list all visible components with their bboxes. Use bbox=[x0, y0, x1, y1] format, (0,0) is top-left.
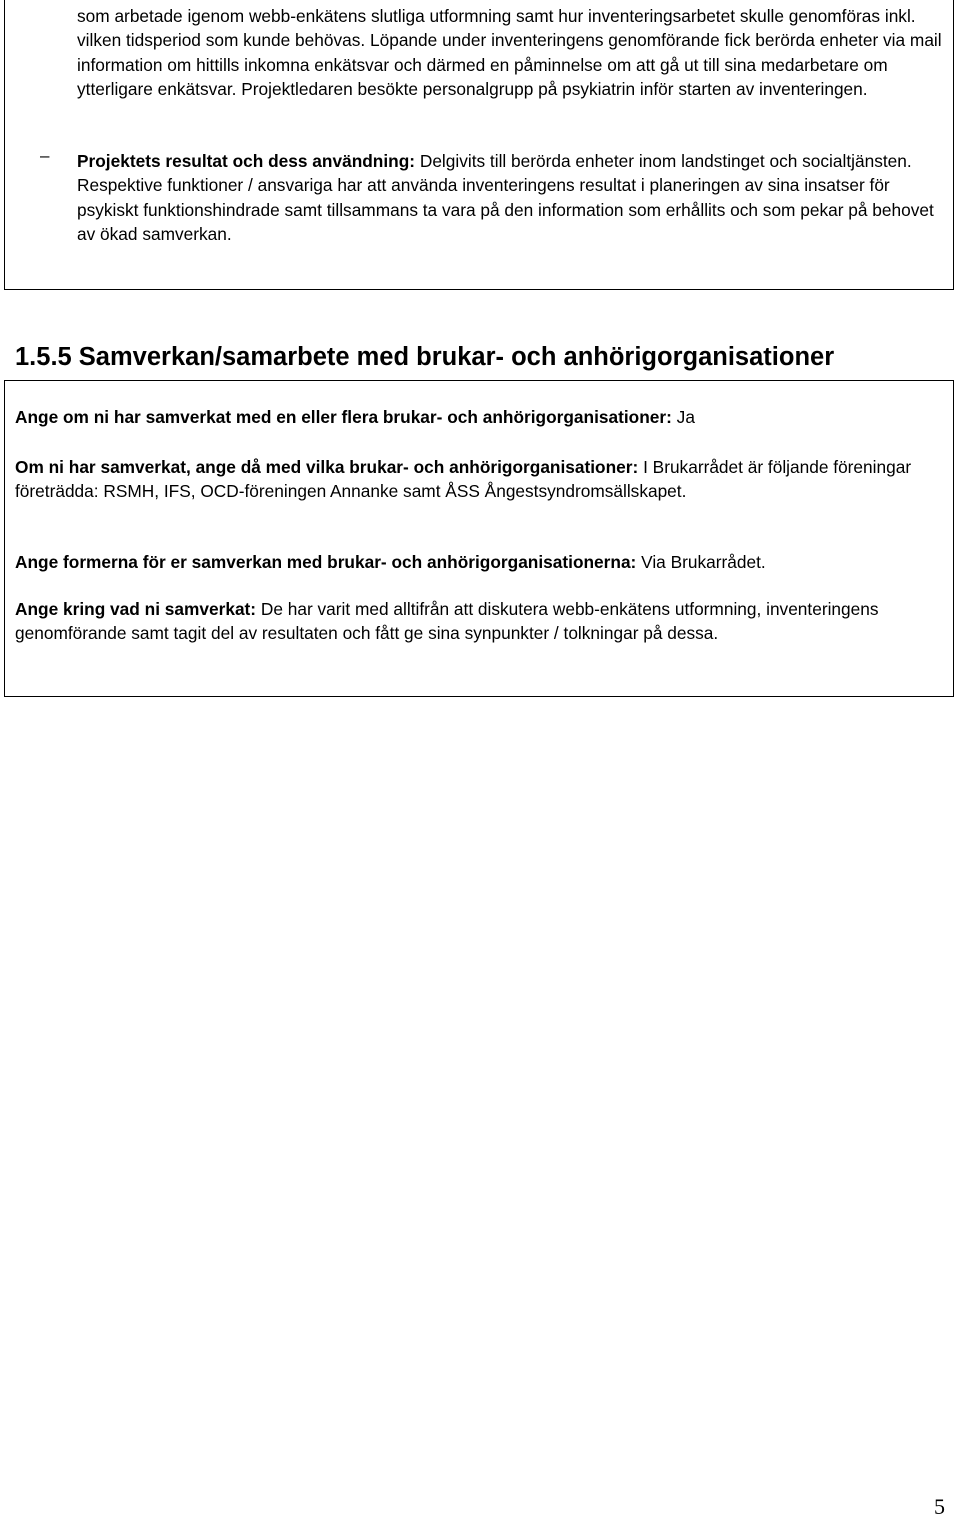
question-answer: De har varit med alltifrån att diskutera webb-enkätens utformning, inventeringens genomförande samt tagit del av resultaten och fått ge sina synpunkter / tolkningar på dessa. bbox=[15, 599, 879, 644]
question-cooperation-topics bbox=[15, 597, 945, 646]
question-label: Ange kring vad ni samverkat: bbox=[15, 599, 257, 619]
question-forms-of-cooperation bbox=[15, 550, 945, 574]
previous-section-continued-text: som arbetade igenom webb-enkätens slutliga utformning samt hur inventeringsarbetet skulle genomföras inkl. vilken tidsperiod som kunde behövas. Löpande under inventeringens genomförande fick berörda enheter via mail information om hittills inkomna enkätsvar och därmed en påminnelse om att gå ut till sina medarbetare om ytterligare enkätsvar. Projektledaren besökte personalgrupp på psykiatrin inför starten av inventeringen. bbox=[77, 6, 942, 99]
bullet-dash: – bbox=[40, 146, 50, 165]
question-which-organisations bbox=[15, 455, 945, 504]
question-answer: I Brukarrådet är följande föreningar företrädda: RSMH, IFS, OCD-föreningen Annanke samt ÅSS Ångestsyndromsällskapet. bbox=[15, 457, 912, 502]
question-label: Ange om ni har samverkat med en eller flera brukar- och anhörigorganisationer: bbox=[15, 407, 672, 427]
question-label: Om ni har samverkat, ange då med vilka brukar- och anhörigorganisationer: bbox=[15, 457, 639, 477]
question-answer: Ja bbox=[671, 407, 695, 427]
project-result-paragraph bbox=[77, 149, 949, 246]
question-answer: Via Brukarrådet. bbox=[636, 552, 766, 572]
question-label: Ange formerna för er samverkan med brukar- och anhörigorganisationerna: bbox=[15, 552, 637, 572]
project-result-text: Delgivits till berörda enheter inom landstinget och socialtjänsten. Respektive funktioner / ansvariga har att använda inventeringens resultat i planeringen av sina insatser för psykiskt funktionshindrade samt tillsammans ta vara på den information som erhållits och som pekar på behovet av ökad samverkan. bbox=[77, 151, 934, 244]
project-result-label: Projektets resultat och dess användning: bbox=[77, 151, 416, 171]
question-cooperated bbox=[15, 405, 945, 429]
section-heading: 1.5.5 Samverkan/samarbete med brukar- och anhörigorganisationer bbox=[15, 343, 835, 371]
page-number: 5 bbox=[934, 1494, 945, 1519]
